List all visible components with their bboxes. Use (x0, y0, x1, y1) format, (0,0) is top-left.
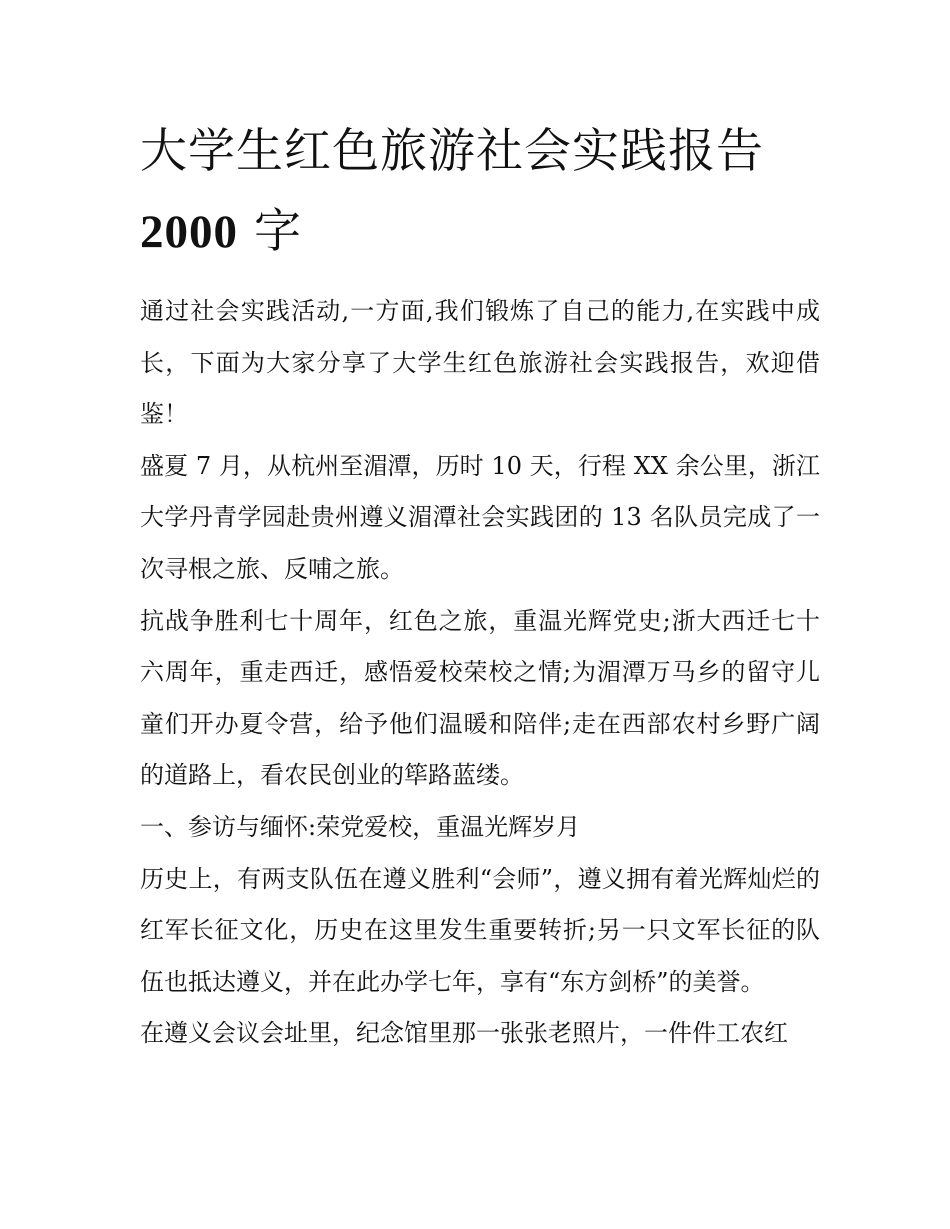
document-title (140, 112, 820, 272)
paragraph-journey: 盛夏 7 月，从杭州至湄潭，历时 10 天，行程 XX 余公里，浙江大学丹青学园赴贵州遵义湄潭社会实践团的 13 名队员完成了一次寻根之旅、反哺之旅。 (140, 451, 820, 583)
title-number: 2000 (140, 206, 238, 258)
title-text: 大学生红色旅游社会实践报告 (140, 124, 764, 179)
title-suffix: 字 (238, 204, 302, 259)
section-heading-1: 一、参访与缅怀:荣党爱校，重温光辉岁月 (140, 812, 581, 841)
paragraph-memorial: 在遵义会议会址里，纪念馆里那一张张老照片，一件件工农红 (140, 1019, 788, 1048)
paragraph-intro: 通过社会实践活动,一方面,我们锻炼了自己的能力,在实践中成长，下面为大家分享了大学生红色旅游社会实践报告，欢迎借鉴！ (140, 297, 820, 429)
paragraph-history: 历史上，有两支队伍在遵义胜利“会师”，遵义拥有着光辉灿烂的红军长征文化，历史在这里发生重要转折;另一只文军长征的队伍也抵达遵义，并在此办学七年，享有“东方剑桥”的美誉。 (140, 864, 820, 996)
paragraph-themes: 抗战争胜利七十周年，红色之旅，重温光辉党史;浙大西迁七十六周年，重走西迁，感悟爱校荣校之情;为湄潭万马乡的留守儿童们开办夏令营，给予他们温暖和陪伴;走在西部农村乡野广阔的道路上，看农民创业的筚路蓝缕。 (140, 606, 820, 790)
document-body (140, 112, 820, 1060)
